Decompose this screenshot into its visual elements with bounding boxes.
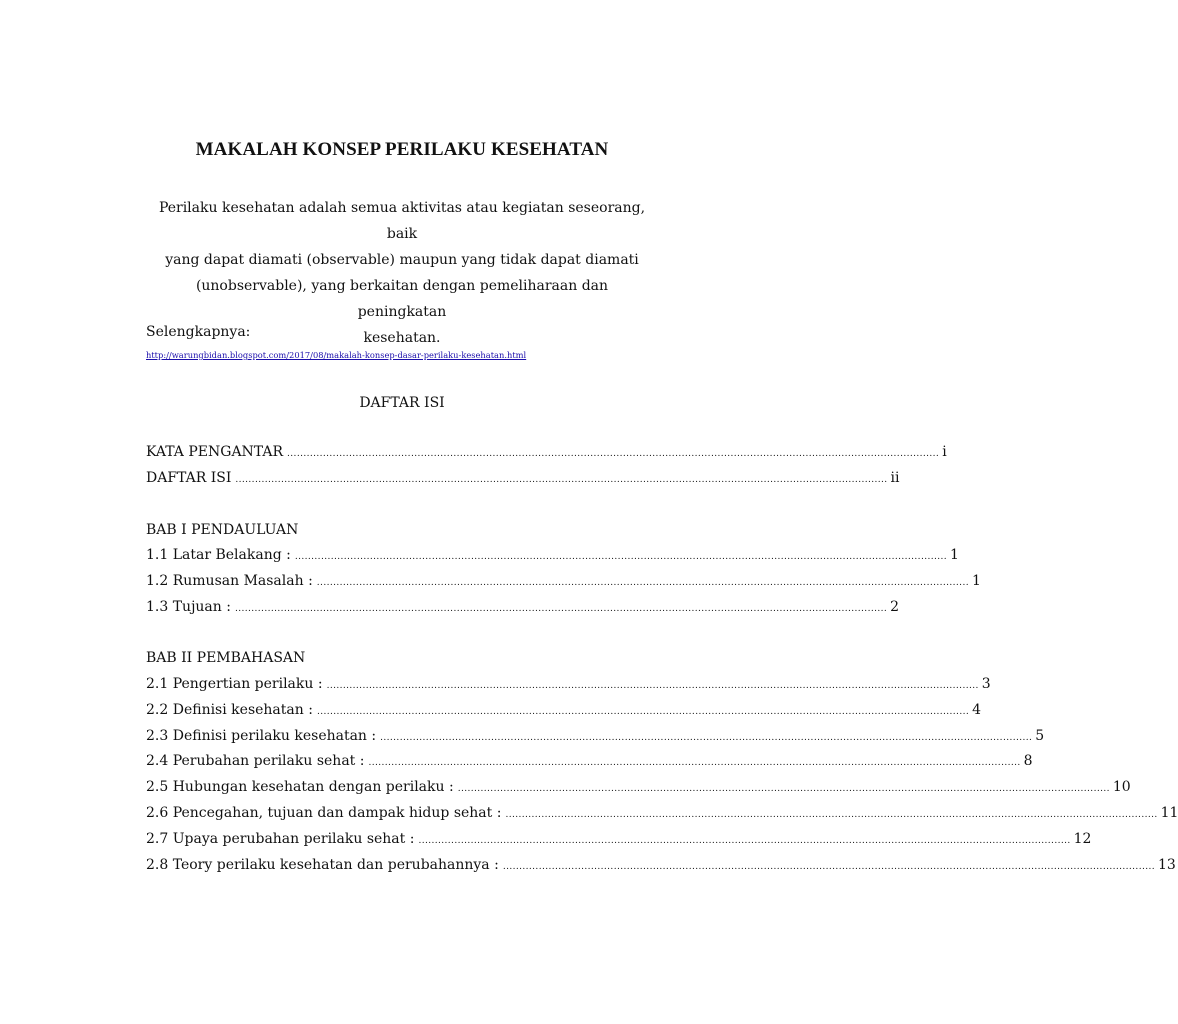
intro-line: yang dapat diamati (observable) maupun yang tidak dapat diamati [165,252,639,268]
toc-entry [146,831,1092,851]
toc-page-number: 4 [972,702,982,718]
toc-page-number: 2 [890,599,900,615]
toc-page-number: 12 [1073,831,1092,847]
toc-page-number: 5 [1035,728,1045,744]
toc-heading: DAFTAR ISI [359,395,445,411]
toc-entry-label: KATA PENGANTAR [146,444,284,460]
toc-entry [146,857,1176,877]
toc-page-number: 11 [1160,805,1178,821]
intro-line: Perilaku kesehatan adalah semua aktivitas atau kegiatan seseorang, baik [158,200,646,242]
toc-leader-dots: ........................................................................................................................................................................................................ [234,604,888,614]
toc-entry-label: 2.7 Upaya perubahan perilaku sehat : [146,831,415,847]
toc-page-number: 13 [1158,857,1176,873]
toc-leader-dots: ........................................................................................................................................................................................................ [380,733,1033,743]
toc-entry-label: 1.3 Tujuan : [146,599,231,615]
toc-entry-label: 2.4 Perubahan perilaku sehat : [146,753,365,769]
chapter-heading: BAB II PEMBAHASAN [146,650,306,666]
toc-entry-label: 1.2 Rumusan Masalah : [146,573,313,589]
toc-entry-label: DAFTAR ISI [146,470,232,486]
toc-entry [146,547,959,567]
toc-entry-label: 2.5 Hubungan kesehatan dengan perilaku : [146,779,454,795]
chapter-heading: BAB I PENDAULUAN [146,522,299,538]
toc-entry-label: 1.1 Latar Belakang : [146,547,291,563]
toc-leader-dots: ........................................................................................................................................................................................................ [368,758,1021,768]
toc-entry-label: 2.8 Teory perilaku kesehatan dan perubahannya : [146,857,499,873]
toc-page-number: 10 [1112,779,1131,795]
toc-leader-dots: ........................................................................................................................................................................................................ [294,552,948,562]
toc-entry-label: 2.6 Pencegahan, tujuan dan dampak hidup sehat : [146,805,502,821]
toc-entry [146,444,947,464]
toc-leader-dots: ........................................................................................................................................................................................................ [502,862,1155,872]
toc-entry-label: 2.2 Definisi kesehatan : [146,702,313,718]
toc-leader-dots: ........................................................................................................................................................................................................ [287,449,940,459]
toc-page-number: 1 [950,547,959,563]
toc-entry-label: 2.1 Pengertian perilaku : [146,676,323,692]
toc-entry-label: 2.3 Definisi perilaku kesehatan : [146,728,377,744]
toc-entry [146,728,1045,748]
toc-leader-dots: ........................................................................................................................................................................................................ [505,810,1158,820]
intro-line: (unobservable), yang berkaitan dengan pemeliharaan dan peningkatan [195,278,609,320]
toc-leader-dots: ........................................................................................................................................................................................................ [418,836,1071,846]
toc-entry [146,805,1178,825]
toc-page-number: 8 [1023,753,1033,769]
source-link[interactable]: http://warungbidan.blogspot.com/2017/08/makalah-konsep-dasar-perilaku-kesehatan.html [146,350,527,360]
toc-entry [146,573,981,593]
toc-page-number: ii [890,470,900,486]
toc-leader-dots: ........................................................................................................................................................................................................ [457,784,1110,794]
toc-leader-dots: ........................................................................................................................................................................................................ [326,681,979,691]
toc-entry [146,779,1131,799]
toc-entry [146,676,991,696]
intro-line: kesehatan. [363,330,441,346]
toc-leader-dots: ........................................................................................................................................................................................................ [235,475,888,485]
toc-entry [146,702,982,722]
toc-leader-dots: ........................................................................................................................................................................................................ [316,707,970,717]
toc-leader-dots: ........................................................................................................................................................................................................ [316,578,969,588]
toc-page-number: 3 [981,676,991,692]
toc-page-number: 1 [971,573,981,589]
toc-page-number: i [942,444,947,460]
toc-entry [146,753,1033,773]
document-title: MAKALAH KONSEP PERILAKU KESEHATAN [195,139,609,160]
toc-entry [146,599,900,619]
read-more-label: Selengkapnya: [146,324,251,340]
toc-entry [146,470,900,490]
